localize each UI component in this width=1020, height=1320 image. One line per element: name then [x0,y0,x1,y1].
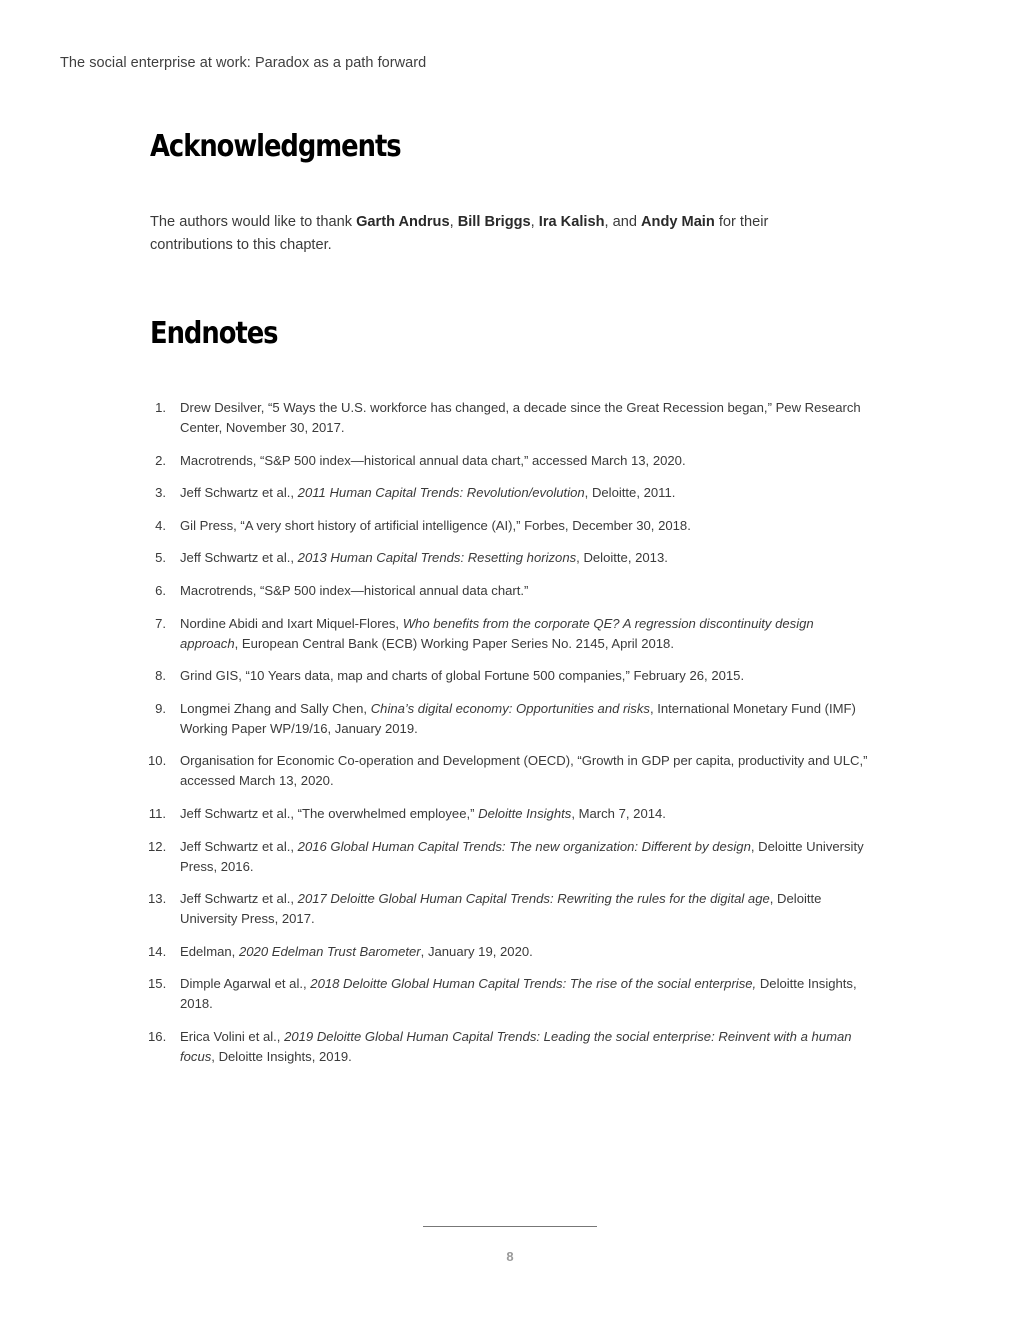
endnote-text [180,485,675,500]
endnote-text [180,891,821,926]
endnote-number: 12. [148,838,167,854]
endnote-item [148,483,873,503]
contributor-name: Bill Briggs [457,214,531,230]
endnote-text [180,701,856,736]
endnote-item [148,1027,873,1067]
endnote-text-segment: Drew Desilver, “5 Ways the U.S. workforce has changed, a decade since the Great Recession began,” Pew Research Center, November 30, 2017. [180,400,861,435]
endnotes-heading: Endnotes [150,316,278,351]
endnote-text-segment: , Deloitte Insights, 2019. [211,1048,352,1064]
endnote-text-segment: , Deloitte University Press, 2016. [180,838,864,874]
endnote-text-segment: Dimple Agarwal et al., [180,976,311,992]
endnote-text-segment: , Deloitte University Press, 2017. [180,891,822,927]
ack-text-segment: for their contributions to this chapter. [150,214,769,253]
endnote-text [180,668,744,683]
endnote-text [180,976,857,1011]
endnote-item [148,666,873,686]
endnote-title-italic: 2018 Deloitte Global Human Capital Trends: The rise of the social enterprise, [310,976,757,992]
endnote-item [148,614,873,654]
endnote-text [180,839,864,874]
endnote-item [148,451,873,471]
endnote-text [180,944,533,959]
endnote-text-segment: Grind GIS, “10 Years data, map and charts of global Fortune 500 companies,” February 26, 2015. [180,668,745,684]
endnote-number: 11. [148,805,166,821]
endnote-title-italic: 2017 Deloitte Global Human Capital Trends: Rewriting the rules for the digital age [297,891,770,907]
acknowledgments-paragraph [150,211,830,257]
endnote-text-segment: Edelman, [180,943,239,959]
endnote-number: 5. [155,550,166,566]
endnote-text-segment: Organisation for Economic Co-operation and Development (OECD), “Growth in GDP per capita, productivity and ULC,” accessed March 13, 2020. [180,753,868,789]
endnote-text [180,583,528,598]
endnote-text [180,550,668,565]
endnote-item [148,581,873,601]
endnote-number: 9. [155,700,166,716]
endnote-number: 1. [155,400,166,415]
endnote-title-italic: 2011 Human Capital Trends: Revolution/evolution [297,485,585,501]
endnote-text-segment: , March 7, 2014. [571,805,666,821]
endnote-text-segment: , Deloitte, 2013. [576,550,668,566]
endnote-number: 7. [155,615,166,631]
ack-text-segment: , [530,214,539,230]
endnote-item [148,516,873,536]
ack-text-segment: , [449,214,458,230]
endnote-text-segment: Deloitte Insights, 2018. [180,976,857,1012]
endnote-text-segment: Macrotrends, “S&P 500 index—historical annual data chart.” [180,582,529,598]
endnote-text-segment: Macrotrends, “S&P 500 index—historical annual data chart,” accessed March 13, 2020. [180,452,686,468]
endnote-number: 16. [148,1028,167,1044]
endnote-text [180,616,814,651]
endnote-text-segment: Jeff Schwartz et al., [180,550,298,566]
endnote-number: 6. [155,582,166,598]
endnote-text-segment: , January 19, 2020. [420,943,533,959]
ack-text-segment: , and [604,214,641,230]
endnote-number: 10. [148,753,167,769]
endnote-item [148,751,873,791]
endnote-number: 4. [155,517,166,533]
endnote-title-italic: 2016 Global Human Capital Trends: The new organization: Different by design [297,838,751,854]
endnote-item [148,837,873,877]
endnote-number: 2. [155,452,166,468]
endnote-text [180,453,686,468]
endnote-text-segment: Gil Press, “A very short history of artificial intelligence (AI),” Forbes, December 30, 2018. [180,517,691,533]
endnote-number: 8. [155,668,166,684]
endnote-text-segment: Jeff Schwartz et al., [180,838,298,854]
endnote-text [180,806,666,821]
endnote-text-segment: Longmei Zhang and Sally Chen, [180,700,371,716]
endnote-title-italic: 2013 Human Capital Trends: Resetting horizons [297,550,577,566]
running-header: The social enterprise at work: Paradox as a path forward [60,55,427,71]
endnote-number: 15. [148,976,167,992]
endnote-text-segment: , International Monetary Fund (IMF) Working Paper WP/19/16, January 2019. [180,700,856,736]
endnote-number: 3. [155,485,166,501]
endnote-item [148,974,873,1014]
footer-divider [423,1226,597,1227]
endnote-title-italic: Who benefits from the corporate QE? A regression discontinuity design approach [180,615,814,651]
endnote-text [180,400,861,435]
page-number: 8 [506,1249,514,1264]
endnote-text-segment: Jeff Schwartz et al., “The overwhelmed employee,” [180,805,479,821]
endnote-text-segment: Jeff Schwartz et al., [180,891,298,907]
endnotes-list [148,398,873,1080]
endnote-text-segment: Nordine Abidi and Ixart Miquel-Flores, [180,615,403,631]
endnote-number: 14. [148,943,167,959]
contributor-name: Garth Andrus [356,214,450,230]
endnote-title-italic: China’s digital economy: Opportunities and risks [370,700,650,716]
endnote-text [180,518,691,533]
contributor-name: Andy Main [641,214,715,230]
endnote-title-italic: 2019 Deloitte Global Human Capital Trends: Leading the social enterprise: Reinvent with a human focus [180,1028,852,1064]
endnote-item [148,942,873,962]
endnote-text [180,753,867,788]
endnote-text-segment: , European Central Bank (ECB) Working Paper Series No. 2145, April 2018. [234,635,674,651]
ack-text-segment: The authors would like to thank [150,214,357,230]
acknowledgments-heading: Acknowledgments [150,129,401,164]
contributor-name: Ira Kalish [538,214,605,230]
endnote-text-segment: , Deloitte, 2011. [584,485,676,501]
endnote-item [148,548,873,568]
endnote-text [180,1029,852,1064]
endnote-item [148,889,873,929]
endnote-title-italic: 2020 Edelman Trust Barometer [238,943,421,959]
endnote-item [148,398,873,438]
endnote-item [148,804,873,824]
endnote-text-segment: Erica Volini et al., [180,1028,285,1044]
endnote-text-segment: Jeff Schwartz et al., [180,485,298,501]
endnote-title-italic: Deloitte Insights [478,805,572,821]
endnote-item [148,699,873,739]
endnote-number: 13. [148,891,167,907]
